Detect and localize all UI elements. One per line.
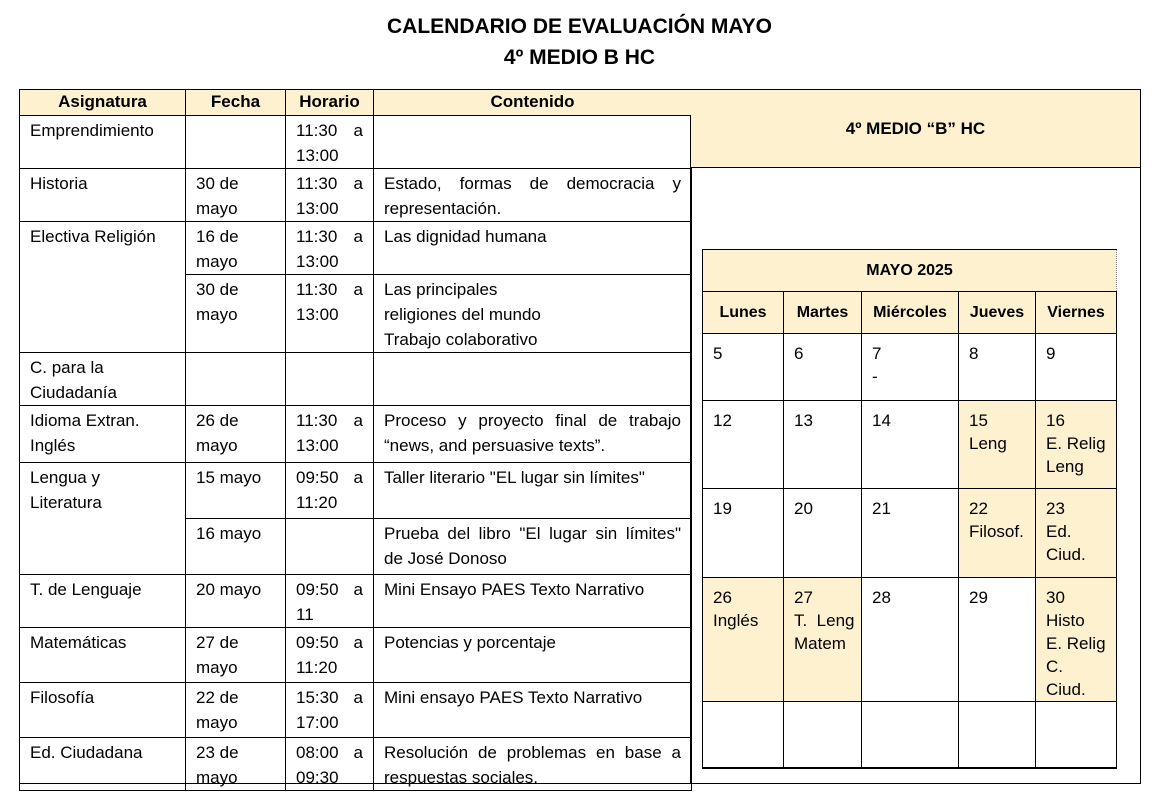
cell-content: Taller literario "EL lugar sin límites" [374, 463, 692, 519]
day-number: 14 [872, 411, 891, 430]
cell-content: Potencias y porcentaje [374, 628, 692, 683]
day-header-lunes: Lunes [703, 292, 784, 334]
table-row [20, 116, 692, 169]
cell-subject: Matemáticas [20, 628, 186, 683]
cell-date: 20 mayo [186, 575, 286, 628]
day-event: E. Relig [1046, 634, 1106, 653]
day-number: 29 [969, 588, 988, 607]
day-header-miercoles: Miércoles [862, 292, 959, 334]
table-row [20, 353, 692, 406]
cell-subject: Idioma Extran. Inglés [20, 406, 186, 463]
calendar-month: MAYO 2025 [703, 250, 1117, 292]
cell-date: 22 de mayo [186, 683, 286, 738]
calendar-day [1036, 489, 1117, 578]
cell-time [286, 353, 374, 406]
content-line: Las principales [384, 280, 498, 299]
calendar-day-empty [784, 702, 862, 768]
table-row [20, 406, 692, 463]
calendar-day [959, 489, 1036, 578]
table-row [20, 222, 692, 275]
table-row [20, 575, 692, 628]
cell-date: 15 mayo [186, 463, 286, 519]
day-number: 6 [794, 344, 804, 363]
cell-time: 09:50 a 11:20 [286, 463, 374, 519]
calendar-day [703, 334, 784, 401]
cell-time: 08:00 a 09:30 [286, 738, 374, 791]
cell-subject: Emprendimiento [20, 116, 186, 169]
day-event: Ciud. [1046, 545, 1086, 564]
cell-subject: T. de Lenguaje [20, 575, 186, 628]
cell-subject: Electiva Religión [20, 222, 186, 353]
cell-date: 27 de mayo [186, 628, 286, 683]
calendar-day [862, 578, 959, 702]
cell-time: 11:30 a 13:00 [286, 275, 374, 353]
day-event: E. Relig [1046, 434, 1106, 453]
day-number: 30 [1046, 588, 1065, 607]
calendar-day-empty [703, 702, 784, 768]
cell-date: 30 de mayo [186, 275, 286, 353]
calendar-day [862, 401, 959, 489]
day-event: Leng [1046, 457, 1084, 476]
day-number: 23 [1046, 499, 1065, 518]
page-title: CALENDARIO DE EVALUACIÓN MAYO [386, 15, 773, 38]
table-row [20, 683, 692, 738]
cell-time [286, 519, 374, 575]
day-number: 27 [794, 588, 813, 607]
day-number: 21 [872, 499, 891, 518]
day-number: 13 [794, 411, 813, 430]
day-number: 12 [713, 411, 732, 430]
table-row [20, 628, 692, 683]
cell-subject: Lengua y Literatura [20, 463, 186, 575]
day-header-jueves: Jueves [959, 292, 1036, 334]
page-subtitle: 4º MEDIO B HC [503, 46, 656, 69]
calendar-day [959, 401, 1036, 489]
calendar-day-empty [959, 702, 1036, 768]
cell-content [374, 116, 692, 169]
calendar-day [703, 578, 784, 702]
calendar-week [703, 334, 1117, 401]
cell-date [186, 116, 286, 169]
day-number: 7 [872, 344, 882, 363]
calendar-day [784, 401, 862, 489]
cell-date [186, 353, 286, 406]
calendar-week [703, 702, 1117, 768]
course-header [691, 90, 1140, 168]
cell-time: 11:30 a 13:00 [286, 116, 374, 169]
cell-subject: Filosofía [20, 683, 186, 738]
day-number: 8 [969, 344, 979, 363]
cell-time: 11:30 a 13:00 [286, 406, 374, 463]
table-row [20, 738, 692, 791]
cell-subject: Historia [20, 169, 186, 222]
evaluation-table [19, 89, 692, 791]
table-row [20, 169, 692, 222]
cell-content: Las dignidad humana [374, 222, 692, 275]
day-number: 5 [713, 344, 723, 363]
calendar-day [703, 401, 784, 489]
cell-date: 23 de mayo [186, 738, 286, 791]
calendar-day [862, 334, 959, 401]
day-event: Histo [1046, 611, 1085, 630]
day-number: 16 [1046, 411, 1065, 430]
content-line: religiones del mundo [384, 305, 541, 324]
day-event: T. Leng [794, 611, 855, 630]
course-header-label: 4º MEDIO “B” HC [845, 118, 986, 138]
calendar-day-empty [1036, 702, 1117, 768]
day-number: 15 [969, 411, 988, 430]
cell-time: 11:30 a 13:00 [286, 169, 374, 222]
cell-time: 15:30 a 17:00 [286, 683, 374, 738]
calendar-table [702, 249, 1117, 769]
cell-content: Prueba del libro "El lugar sin límites" de José Donoso [374, 519, 692, 575]
calendar-day [862, 489, 959, 578]
calendar-day [703, 489, 784, 578]
calendar-day [784, 578, 862, 702]
header-contenido: Contenido [374, 90, 692, 116]
cell-date: 26 de mayo [186, 406, 286, 463]
calendar-week [703, 401, 1117, 489]
cell-content: Proceso y proyecto final de trabajo “news, and persuasive texts”. [374, 406, 692, 463]
day-event: Matem [794, 634, 846, 653]
day-event: C. Ciud. [1046, 657, 1086, 699]
calendar-day [784, 489, 862, 578]
day-number: 20 [794, 499, 813, 518]
calendar-day [1036, 334, 1117, 401]
header-horario: Horario [286, 90, 374, 116]
cell-subject: C. para la Ciudadanía [20, 353, 186, 406]
cell-date: 16 de mayo [186, 222, 286, 275]
day-number: 19 [713, 499, 732, 518]
cell-subject: Ed. Ciudadana [20, 738, 186, 791]
day-number: 26 [713, 588, 732, 607]
day-event: Filosof. [969, 522, 1024, 541]
cell-date: 30 de mayo [186, 169, 286, 222]
calendar-day [959, 334, 1036, 401]
calendar-week [703, 578, 1117, 702]
cell-content: Resolución de problemas en base a respuestas sociales. [374, 738, 692, 791]
cell-content [374, 275, 692, 353]
cell-time: 09:50 a 11:20 [286, 628, 374, 683]
day-number: 9 [1046, 344, 1056, 363]
calendar-day [959, 578, 1036, 702]
header-asignatura: Asignatura [20, 90, 186, 116]
header-fecha: Fecha [186, 90, 286, 116]
day-event: Leng [969, 434, 1007, 453]
cell-content: Mini Ensayo PAES Texto Narrativo [374, 575, 692, 628]
cell-content [374, 353, 692, 406]
calendar-day [1036, 578, 1117, 702]
cell-content: Estado, formas de democracia y representación. [374, 169, 692, 222]
calendar-day [784, 334, 862, 401]
table-row [20, 463, 692, 519]
calendar-day [1036, 401, 1117, 489]
day-number: 28 [872, 588, 891, 607]
calendar-day-empty [862, 702, 959, 768]
day-event: Ed. [1046, 522, 1072, 541]
cell-time: 11:30 a 13:00 [286, 222, 374, 275]
day-header-viernes: Viernes [1036, 292, 1117, 334]
cell-date: 16 mayo [186, 519, 286, 575]
day-number: 22 [969, 499, 988, 518]
table-header-row [20, 90, 692, 116]
day-event: - [872, 367, 878, 386]
day-header-martes: Martes [784, 292, 862, 334]
cell-content: Mini ensayo PAES Texto Narrativo [374, 683, 692, 738]
content-line: Trabajo colaborativo [384, 330, 538, 349]
calendar-days-row [703, 292, 1117, 334]
day-event: Inglés [713, 611, 759, 630]
calendar-week [703, 489, 1117, 578]
cell-time: 09:50 a 11 [286, 575, 374, 628]
